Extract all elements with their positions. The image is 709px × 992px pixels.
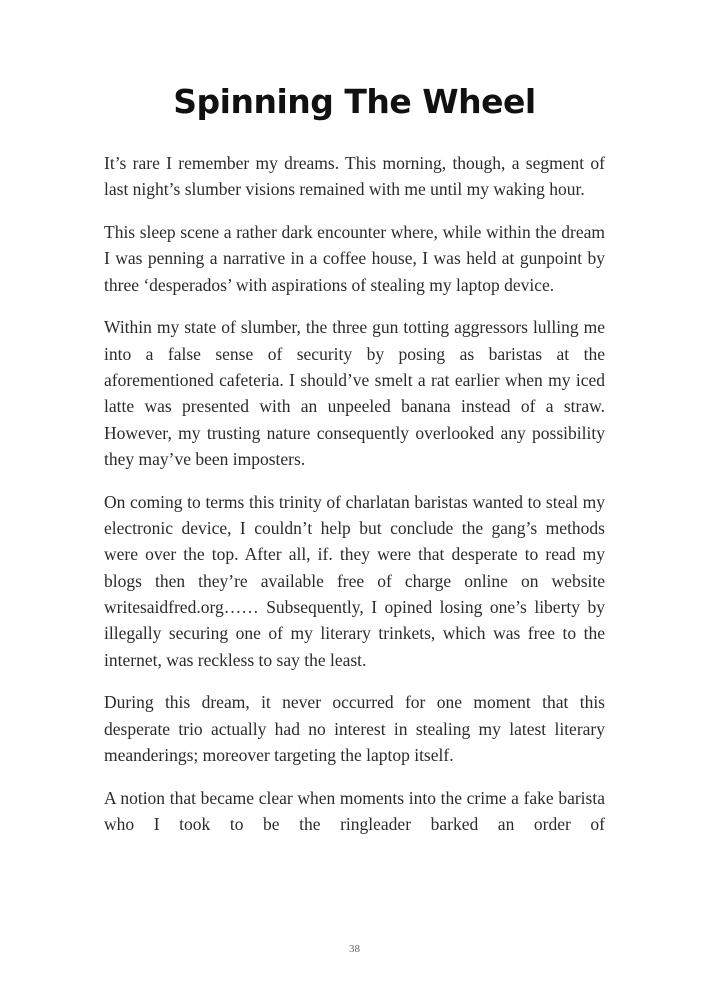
- paragraph-2: This sleep scene a rather dark encounter where, while within the dream I was penning a narrative in a coffee house, I was held at gunpoint by three ‘desperados’ with aspirations of stealing my laptop device.: [104, 222, 605, 295]
- paragraph-1: It’s rare I remember my dreams. This morning, though, a segment of last night’s slumber visions remained with me until my waking hour.: [104, 153, 605, 200]
- page-number: 38: [349, 943, 360, 955]
- paragraph-5: During this dream, it never occurred for one moment that this desperate trio actually had no interest in stealing my latest literary meanderings; moreover targeting the laptop itself.: [104, 692, 605, 765]
- body-text: [104, 150, 605, 837]
- paragraph-3: Within my state of slumber, the three gun totting aggressors lulling me into a false sense of security by posing as baristas at the aforementioned cafeteria. I should’ve smelt a rat earlier when my iced latte was presented with an unpeeled banana instead of a straw. However, my trusting nature consequently overlooked any possibility they may’ve been imposters.: [104, 317, 605, 469]
- paragraph-4: On coming to terms this trinity of charlatan baristas wanted to steal my electronic device, I couldn’t help but conclude the gang’s methods were over the top. After all, if. they were that desperate to read my blogs then they’re available free of charge online on website writesaidfred.org…… Subsequently, I opined losing one’s liberty by illegally securing one of my literary trinkets, which was free to the internet, was reckless to say the least.: [104, 491, 605, 670]
- paragraph-6: A notion that became clear when moments into the crime a fake barista who I took to be the ringleader barked an order of: [104, 787, 605, 835]
- chapter-title: Spinning The Wheel: [173, 82, 536, 121]
